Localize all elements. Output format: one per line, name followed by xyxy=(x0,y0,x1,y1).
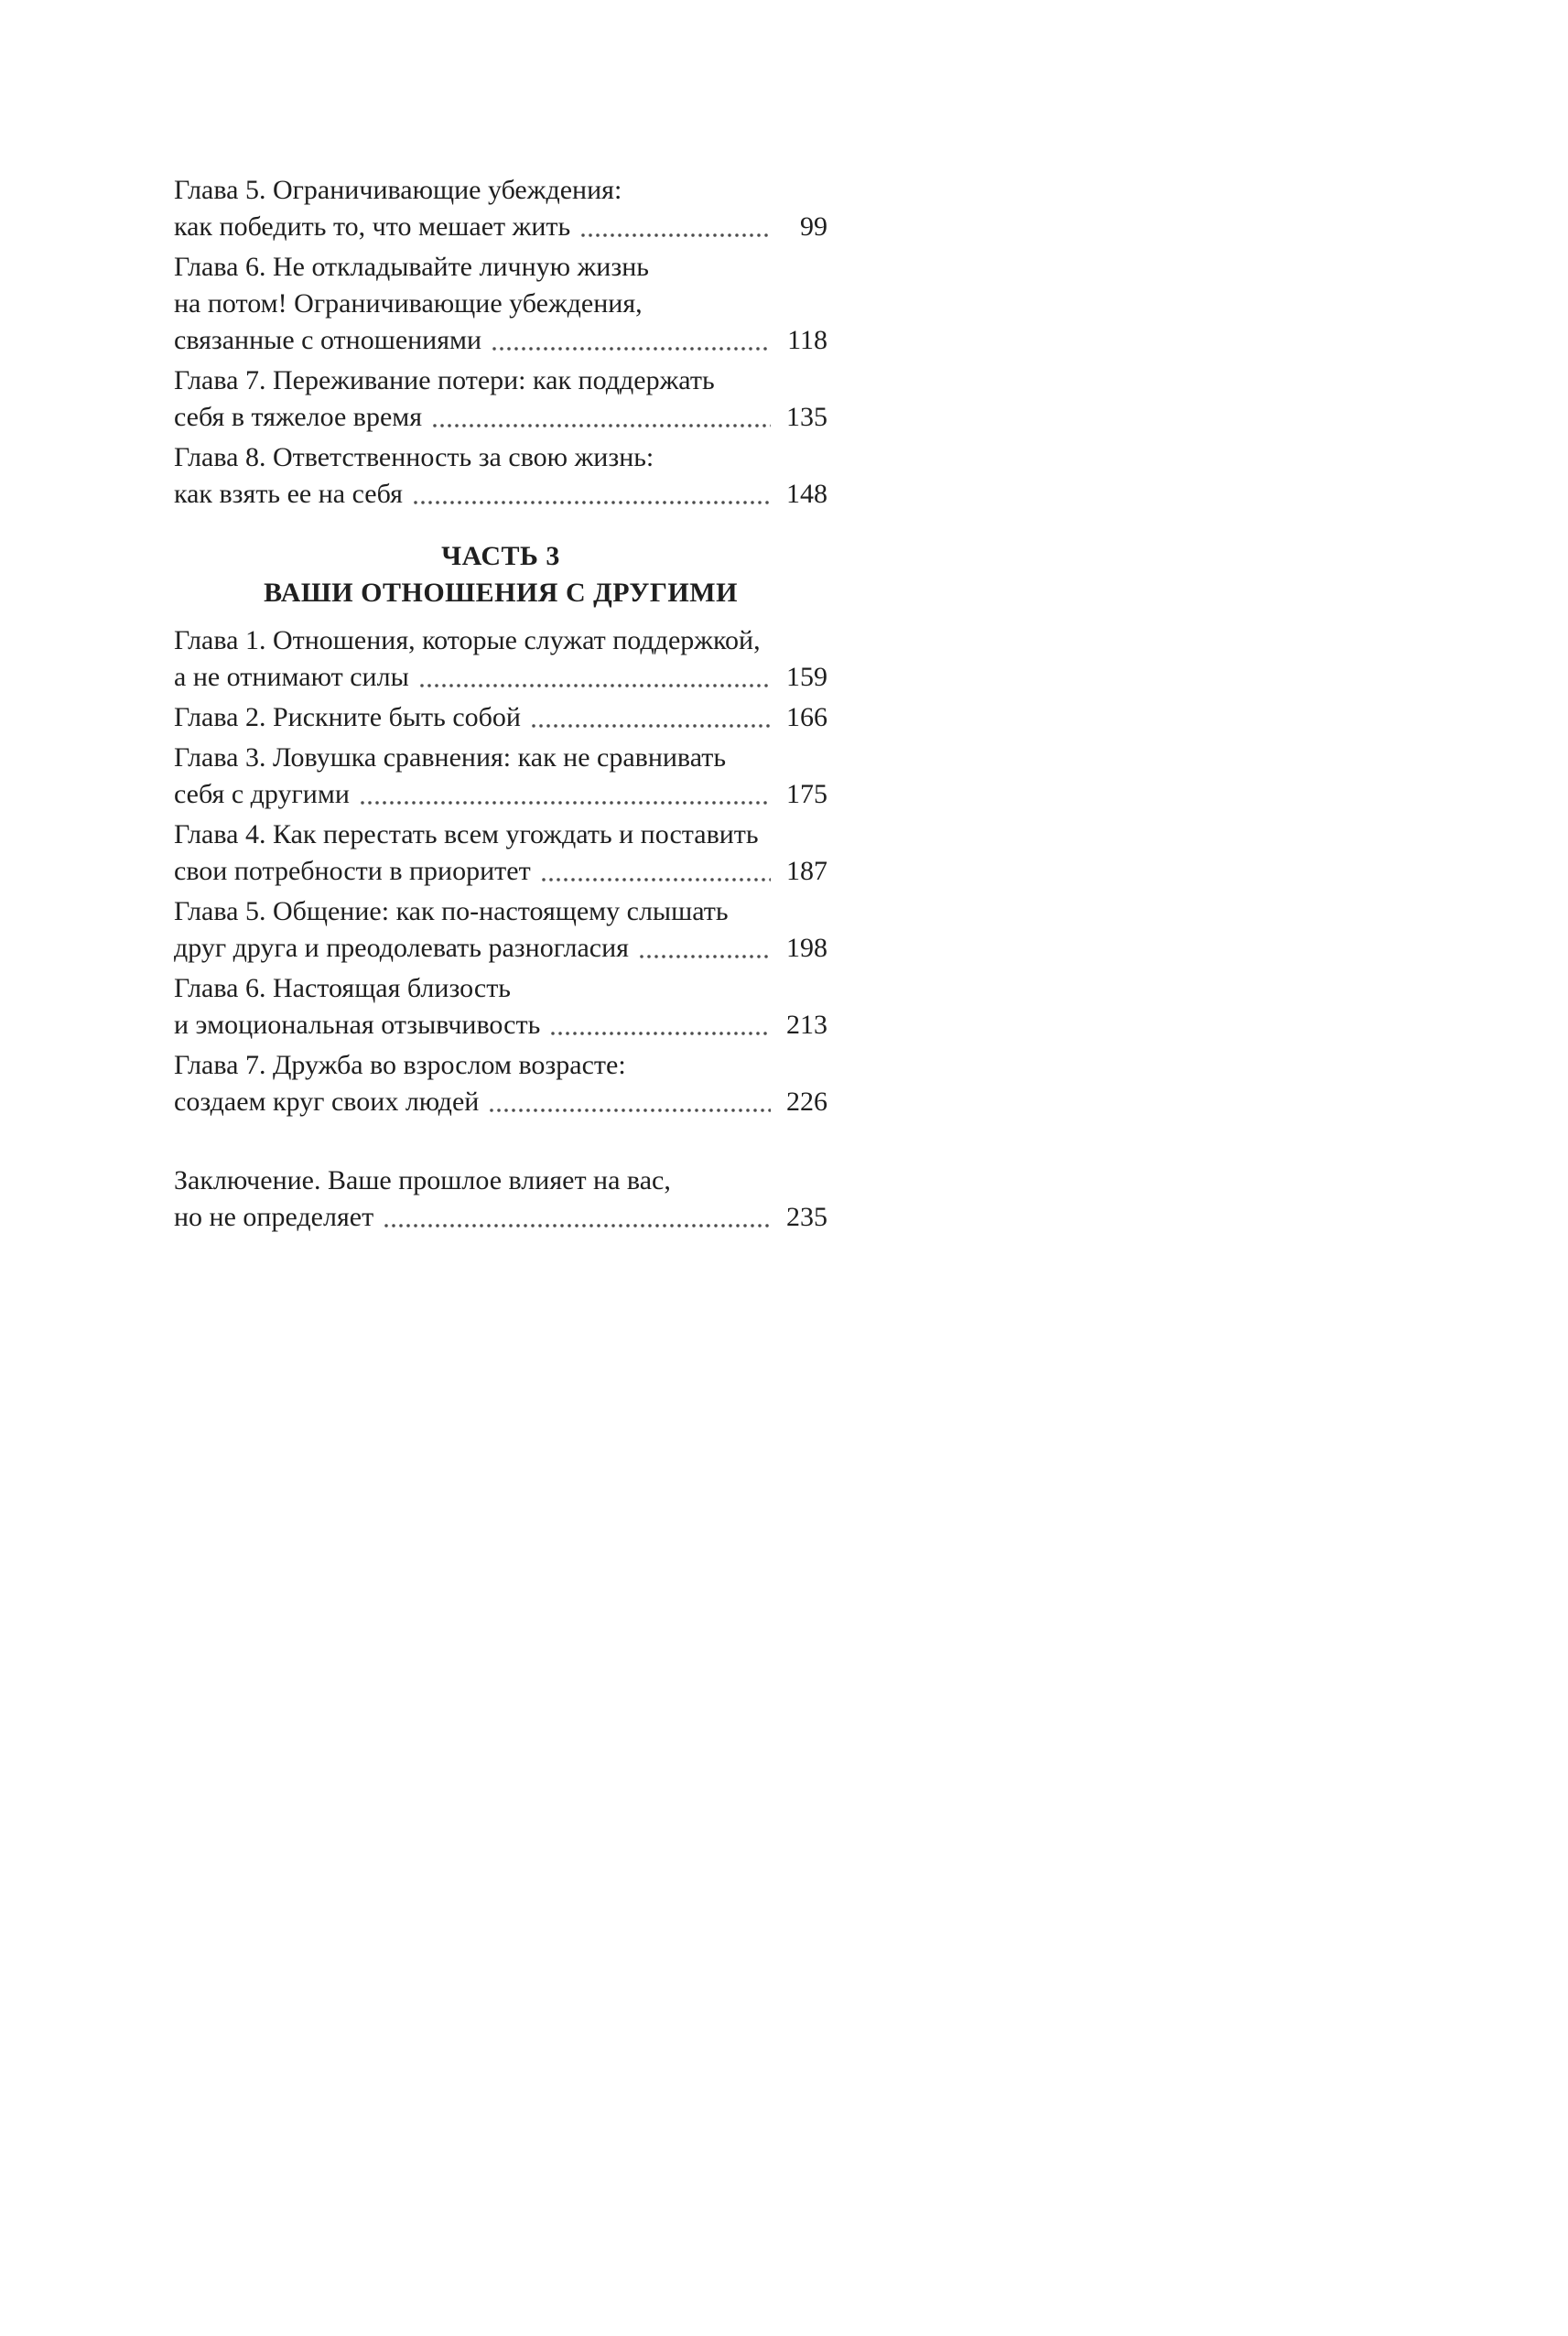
page-number: 166 xyxy=(786,702,827,732)
toc-entry xyxy=(174,970,827,1044)
toc-entry-text: Глава 2. Рискните быть собой xyxy=(174,702,521,732)
section-heading xyxy=(174,538,827,611)
toc-entry-lastline xyxy=(174,322,827,359)
toc-entry-line: Глава 8. Ответственность за свою жизнь: xyxy=(174,442,654,472)
page-number: 226 xyxy=(786,1087,827,1117)
toc-entry xyxy=(174,1163,827,1236)
toc-entry xyxy=(174,893,827,967)
toc-entry xyxy=(174,622,827,696)
section-heading-line: ВАШИ ОТНОШЕНИЯ С ДРУГИМИ xyxy=(264,578,738,608)
toc-entry-line: Глава 6. Не откладывайте личную жизнь xyxy=(174,252,649,282)
toc-entry-line: Глава 3. Ловушка сравнения: как не сравнивать xyxy=(174,742,727,773)
dot-leader xyxy=(530,699,771,736)
dot-leader xyxy=(579,209,771,245)
page-number: 235 xyxy=(786,1202,827,1232)
toc-entry-lastline xyxy=(174,476,827,513)
toc-entry-line: Заключение. Ваше прошлое влияет на вас, xyxy=(174,1165,671,1195)
toc-entry-line: Глава 6. Настоящая близость xyxy=(174,973,511,1003)
toc-entry-text: себя в тяжелое время xyxy=(174,402,423,432)
toc-entry-lastline xyxy=(174,1199,827,1236)
page-number: 175 xyxy=(786,779,827,809)
toc-entry-text: как взять ее на себя xyxy=(174,479,403,509)
dot-leader xyxy=(431,399,771,436)
section-heading-line: ЧАСТЬ 3 xyxy=(441,541,560,571)
dot-leader xyxy=(488,1084,771,1120)
toc-entry-text: но не определяет xyxy=(174,1202,374,1232)
page-number: 135 xyxy=(786,402,827,432)
toc-entry-lastline xyxy=(174,659,827,696)
toc-entry-line: на потом! Ограничивающие убеждения, xyxy=(174,288,643,319)
toc-entry xyxy=(174,362,827,436)
page-number: 159 xyxy=(786,662,827,692)
page-number: 213 xyxy=(786,1010,827,1040)
toc-entry xyxy=(174,817,827,890)
toc-entry-text: друг друга и преодолевать разногласия xyxy=(174,933,629,963)
toc-entry-text: свои потребности в приоритет xyxy=(174,856,531,886)
toc-entry-text: и эмоциональная отзывчивость xyxy=(174,1010,541,1040)
page-number: 118 xyxy=(787,325,827,355)
toc-entry-text: а не отнимают силы xyxy=(174,662,409,692)
toc-entry-line: Глава 7. Переживание потери: как поддержать xyxy=(174,365,715,395)
page-number: 198 xyxy=(786,933,827,963)
dot-leader xyxy=(540,853,771,890)
dot-leader xyxy=(638,930,771,967)
toc xyxy=(174,172,827,1239)
toc-entry-lastline xyxy=(174,209,827,245)
dot-leader xyxy=(383,1199,771,1236)
toc-entry-text: связанные с отношениями xyxy=(174,325,482,355)
toc-entry-lastline xyxy=(174,399,827,436)
toc-entry-line: Глава 1. Отношения, которые служат поддержкой, xyxy=(174,625,761,655)
toc-entry-lastline xyxy=(174,930,827,967)
toc-entry-line: Глава 7. Дружба во взрослом возрасте: xyxy=(174,1050,626,1080)
toc-entry-lastline xyxy=(174,1007,827,1044)
toc-entry-lastline xyxy=(174,1084,827,1120)
toc-entry-text: создаем круг своих людей xyxy=(174,1087,480,1117)
toc-entry xyxy=(174,740,827,813)
toc-entry xyxy=(174,249,827,359)
toc-entry xyxy=(174,1047,827,1120)
dot-leader xyxy=(491,322,771,359)
toc-entry-line: Глава 5. Общение: как по-настоящему слышать xyxy=(174,896,729,926)
toc-section xyxy=(174,538,827,1120)
toc-entry xyxy=(174,172,827,245)
page-number: 187 xyxy=(786,856,827,886)
toc-entry xyxy=(174,699,827,736)
toc-entry xyxy=(174,439,827,513)
dot-leader xyxy=(418,659,771,696)
toc-entry-text: как победить то, что мешает жить xyxy=(174,211,571,242)
toc-entry-line: Глава 4. Как перестать всем угождать и поставить xyxy=(174,819,759,849)
toc-section xyxy=(174,172,827,513)
toc-entry-line: Глава 5. Ограничивающие убеждения: xyxy=(174,175,622,205)
dot-leader xyxy=(359,776,771,813)
toc-entry-lastline xyxy=(174,853,827,890)
toc-entry-text: себя с другими xyxy=(174,779,350,809)
toc-entry-lastline xyxy=(174,776,827,813)
page-number: 148 xyxy=(786,479,827,509)
toc-entry-lastline xyxy=(174,699,827,736)
dot-leader xyxy=(549,1007,771,1044)
page-number: 99 xyxy=(800,211,827,242)
dot-leader xyxy=(412,476,771,513)
toc-section xyxy=(174,1163,827,1236)
